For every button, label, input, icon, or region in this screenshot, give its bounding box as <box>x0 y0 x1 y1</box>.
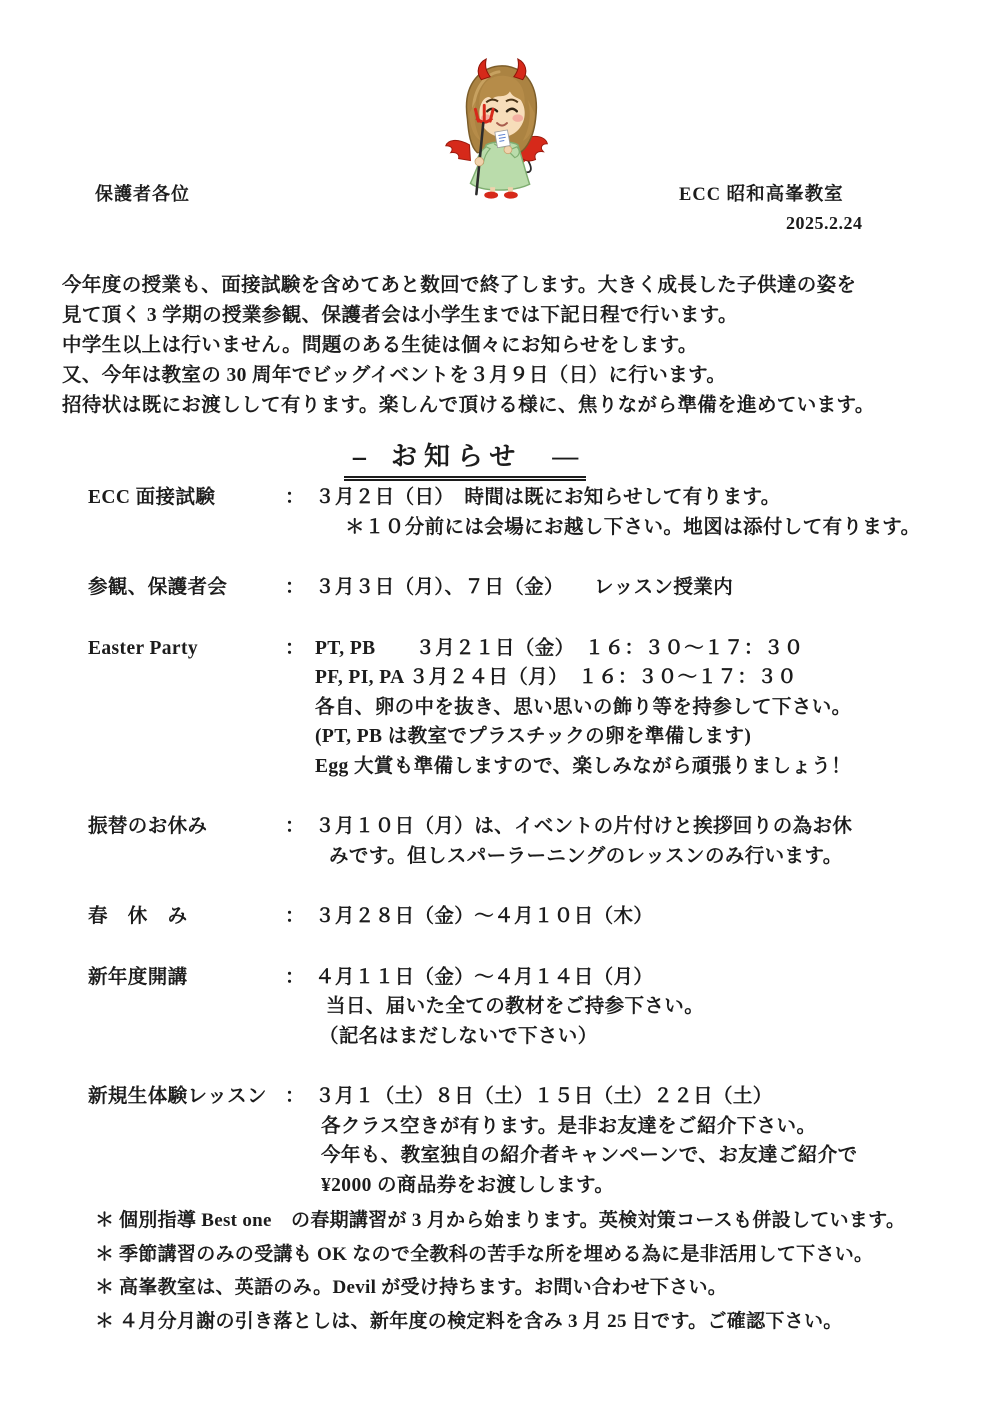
title-left-dash: -- <box>351 442 366 471</box>
item-line: ３月２日（日） 時間は既にお知らせして有ります。 <box>315 487 781 508</box>
item-line: ＊１０分前には会場にお越し下さい。地図は添付して有ります。 <box>345 516 921 538</box>
item-colon: ： <box>285 637 305 659</box>
item-label: 新年度開講 <box>88 966 188 988</box>
item-colon: ： <box>285 906 305 927</box>
document-date: 2025.2.24 <box>786 213 863 233</box>
item-label: 振替のお休み <box>88 816 208 837</box>
item-line: ３月１（土）８日（土）１５日（土）２２日（土） <box>315 1086 773 1107</box>
item-line: PT, PB ３月２１日（金） １６：３０～１７：３０ <box>315 637 804 659</box>
item-content <box>315 902 960 932</box>
notice-item-furikae-oyasumi <box>88 812 960 871</box>
footnote-text: 個別指導 Best one の春期講習が 3 月から始まります。英検対策コースも併設しています。 <box>119 1210 906 1231</box>
footnote-item <box>95 1271 975 1305</box>
notice-item-haruyasumi <box>88 902 960 932</box>
item-colon: ： <box>285 577 305 598</box>
item-colon: ： <box>285 816 305 837</box>
footnote-marker: ＊ <box>95 1310 115 1332</box>
notice-title-underline <box>344 436 587 481</box>
intro-line: 又、今年は教室の 30 周年でビッグイベントを３月９日（日）に行います。 <box>62 365 727 386</box>
item-content <box>315 963 960 1052</box>
item-line: 今年も、教室独自の紹介者キャンペーンで、お友達ご紹介で <box>321 1145 858 1166</box>
intro-line: 見て頂く 3 学期の授業参観、保護者会は小学生までは下記日程で行います。 <box>62 305 738 326</box>
footnote-list <box>95 1204 975 1338</box>
devil-character-illustration <box>424 56 582 204</box>
item-label: 新規生体験レッスン <box>88 1086 267 1107</box>
item-line: みです。但しスパーラーニングのレッスンのみ行います。 <box>329 845 843 867</box>
intro-line: 今年度の授業も、面接試験を含めてあと数回で終了します。大きく成長した子供達の姿を <box>62 275 857 296</box>
footnote-text: 季節講習のみの受講も OK なので全教科の苦手な所を埋める為に是非活用して下さい。 <box>119 1243 874 1265</box>
footnote-item <box>95 1305 975 1339</box>
notice-item-taiken-lesson <box>88 1082 960 1200</box>
intro-line: 中学生以上は行いません。問題のある生徒は個々にお知らせをします。 <box>62 335 698 356</box>
item-content <box>315 812 960 871</box>
notice-item-shinnendo-kaikou <box>88 963 960 1052</box>
recipient-line: 保護者各位 <box>95 184 190 204</box>
footnote-text: ４月分月謝の引き落としは、新年度の検定料を含み 3 月 25 日です。ご確認下さい。 <box>119 1310 843 1332</box>
footnote-marker: ＊ <box>95 1210 115 1231</box>
footnote-text: 高峯教室は、英語のみ。Devil が受け持ちます。お問い合わせ下さい。 <box>119 1277 728 1298</box>
title-text: お知らせ <box>391 442 523 471</box>
school-name: ECC 昭和高峯教室 <box>679 185 844 205</box>
notice-item-easter-party <box>88 634 960 782</box>
item-line: (PT, PB は教室でプラスチックの卵を準備します) <box>315 726 752 747</box>
item-line: ３月３日（月）、７日（金） レッスン授業内 <box>315 577 734 598</box>
intro-line: 招待状は既にお渡しして有ります。楽しんで頂ける様に、焦りながら準備を進めています。 <box>62 395 875 416</box>
item-line: ¥2000 の商品券をお渡しします。 <box>321 1174 615 1196</box>
item-content <box>315 634 960 782</box>
notice-item-ecc-interview <box>88 483 960 542</box>
item-label: 春 休 み <box>88 906 188 927</box>
item-line: ３月２８日（金）～４月１０日（木） <box>315 906 654 927</box>
footnote-marker: ＊ <box>95 1277 115 1298</box>
item-line: 当日、届いた全ての教材をご持参下さい。 <box>326 996 705 1017</box>
notice-title <box>0 436 1000 481</box>
item-colon: ： <box>285 1086 305 1107</box>
item-line: 各クラス空きが有ります。是非お友達をご紹介下さい。 <box>321 1115 817 1137</box>
title-right-dash: ― <box>552 442 579 471</box>
item-content <box>315 1082 960 1200</box>
item-label: Easter Party <box>88 637 199 659</box>
item-label: ECC 面接試験 <box>88 487 216 508</box>
item-label: 参観、保護者会 <box>88 577 228 598</box>
item-line: Egg 大賞も準備しますので、楽しみながら頑張りましょう！ <box>315 755 852 777</box>
item-content <box>315 573 960 603</box>
footnote-item <box>95 1238 975 1272</box>
item-colon: ： <box>285 966 305 988</box>
item-line: 各自、卵の中を抜き、思い思いの飾り等を持参して下さい。 <box>315 696 852 718</box>
footnote-item <box>95 1204 975 1238</box>
item-colon: ： <box>285 487 305 508</box>
item-line: ４月１１日（金）～４月１４日（月） <box>315 966 654 988</box>
item-line: （記名はまだしないで下さい） <box>319 1025 598 1047</box>
schedule-items <box>88 483 960 1231</box>
item-content <box>315 483 960 542</box>
item-line: ３月１０日（月）は、イベントの片付けと挨拶回りの為お休 <box>315 816 853 837</box>
notice-item-sankan-hogoshakai <box>88 573 960 603</box>
intro-paragraph <box>62 271 962 421</box>
footnote-marker: ＊ <box>95 1243 115 1265</box>
item-line: PF, PI, PA ３月２４日（月） １６：３０～１７：３０ <box>315 667 798 688</box>
